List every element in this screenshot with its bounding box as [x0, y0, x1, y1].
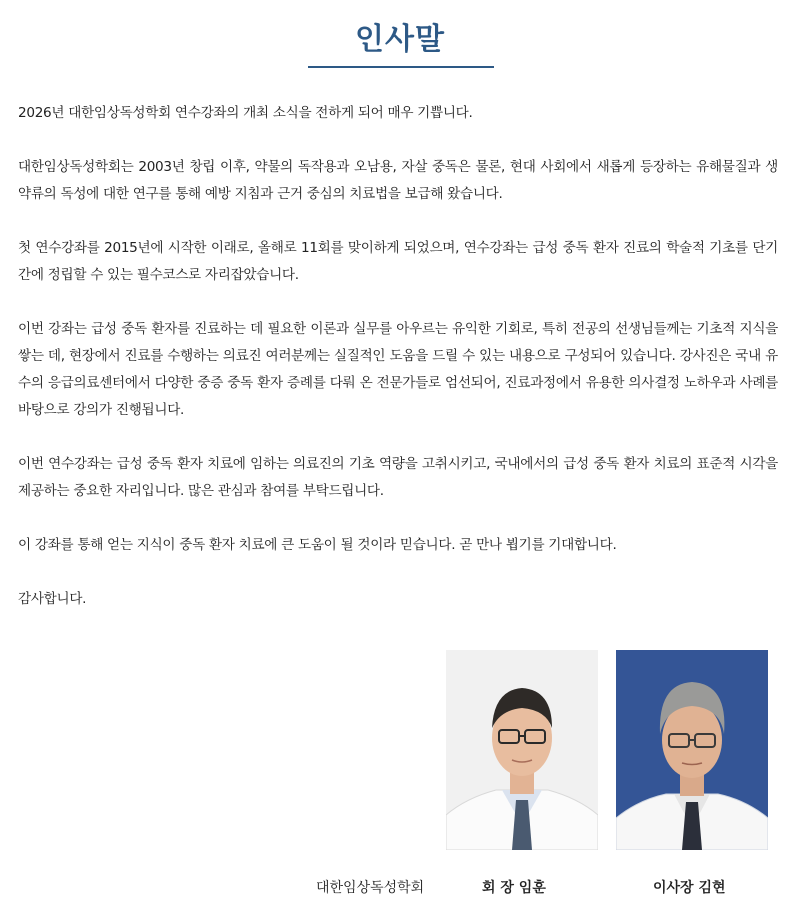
paragraph-2: 대한임상독성학회는 2003년 창립 이후, 약물의 독작용과 오남용, 자살 중독은 물론, 현대 사회에서 새롭게 등장하는 유해물질과 생약류의 독성에 대한 연구를 통해 예방 지침과 근거 중심의 치료법을 보급해 왔습니다. — [18, 159, 778, 202]
paragraph-6: 이 강좌를 통해 얻는 지식이 중독 환자 치료에 큰 도움이 될 것이라 믿습니다. 곧 만나 뵙기를 기대합니다. — [18, 537, 617, 553]
page-title: 인사말 — [355, 22, 445, 57]
paragraph-5: 이번 연수강좌는 급성 중독 환자 치료에 임하는 의료진의 기초 역량을 고취시키고, 국내에서의 급성 중독 환자 치료의 표준적 시각을 제공하는 중요한 자리입니다. 많은 관심과 참여를 부탁드립니다. — [18, 456, 778, 499]
signature-organization: 대한임상독성학회 — [316, 880, 425, 896]
paragraph-3: 첫 연수강좌를 2015년에 시작한 이래로, 올해로 11회를 맞이하게 되었으며, 연수강좌는 급성 중독 환자 진료의 학술적 기초를 단기간에 정립할 수 있는 필수코스로 자리잡았습니다. — [18, 240, 778, 283]
chairman-portrait-illustration — [616, 650, 768, 850]
signature-president: 회 장 임훈 — [482, 880, 546, 896]
title-underline — [308, 66, 494, 68]
paragraph-1: 2026년 대한임상독성학회 연수강좌의 개최 소식을 전하게 되어 매우 기쁩니다. — [18, 105, 473, 121]
signature-chairman: 이사장 김현 — [653, 880, 726, 896]
paragraph-4: 이번 강좌는 급성 중독 환자를 진료하는 데 필요한 이론과 실무를 아우르는 유익한 기회로, 특히 전공의 선생님들께는 기초적 지식을 쌓는 데, 현장에서 진료를 수행하는 의료진 여러분께는 실질적인 도움을 드릴 수 있는 내용으로 구성되어 있습니다. 강사진은 국내 유수의 응급의료센터에서 다양한 중증 중독 환자 증례를 다뤄 온 전문가들로 엄선되어, 진료과정에서 유용한 의사결정 노하우과 사례를 바탕으로 강의가 진행됩니다. — [18, 321, 778, 418]
chairman-photo — [616, 650, 768, 850]
paragraph-closing: 감사합니다. — [18, 591, 87, 607]
president-photo — [446, 650, 598, 850]
president-portrait-illustration — [446, 650, 598, 850]
greeting-body — [18, 100, 778, 640]
